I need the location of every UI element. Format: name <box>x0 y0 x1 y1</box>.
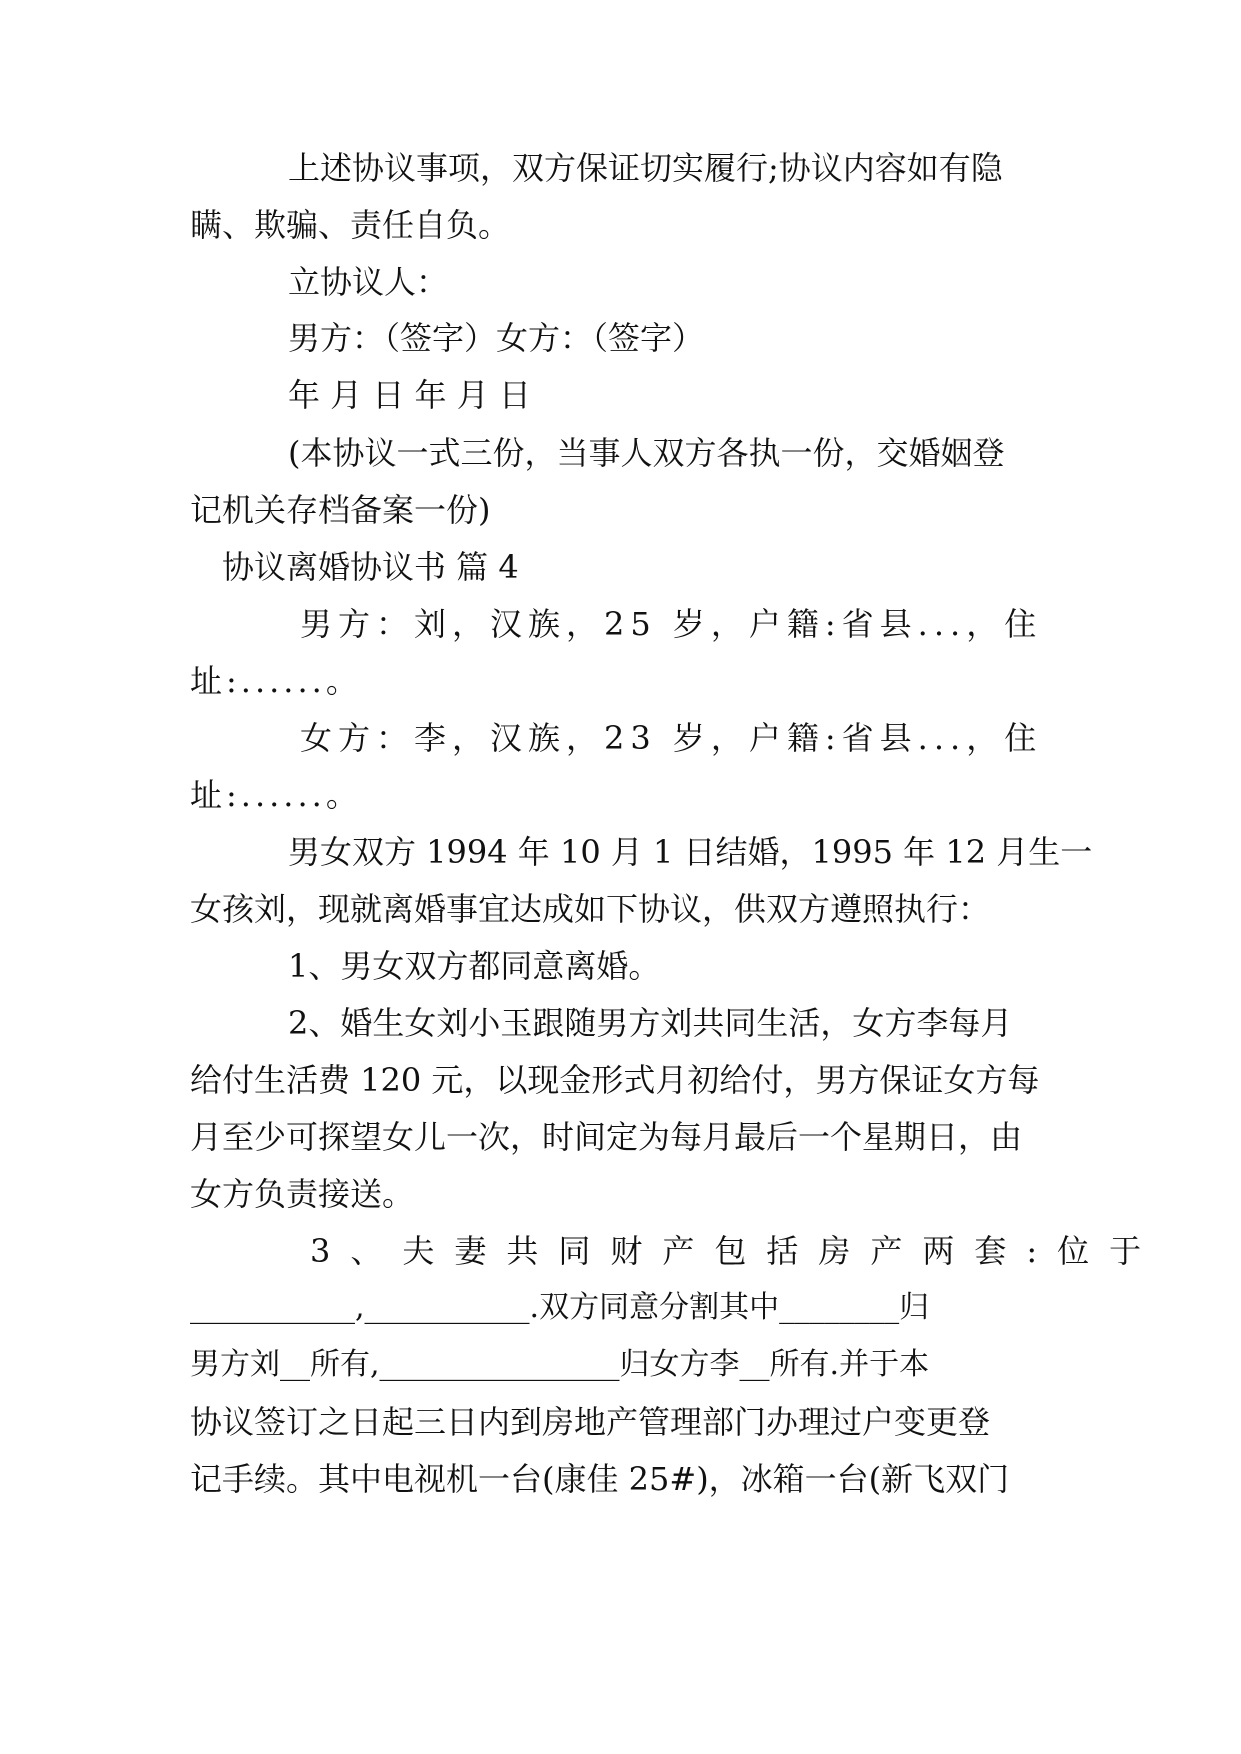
paragraph-line: 记手续。其中电视机一台(康佳 25#)，冰箱一台(新飞双门 <box>190 1460 1010 1498</box>
list-item: 3、夫妻共同财产包括房产两套:位于 <box>310 1232 1162 1270</box>
paragraph-line: 女孩刘，现就离婚事宜达成如下协议，供双方遵照执行： <box>190 890 991 928</box>
paragraph-line: 年 月 日 年 月 日 <box>288 376 531 414</box>
paragraph-line: 月至少可探望女儿一次，时间定为每月最后一个星期日，由 <box>190 1118 1023 1156</box>
paragraph-line: 立协议人： <box>288 263 449 301</box>
paragraph-line: 男女双方 1994 年 10 月 1 日结婚，1995 年 12 月生一 <box>288 833 1093 871</box>
paragraph-line: 女方：李，汉族，23 岁，户籍:省县...，住 <box>300 719 1043 757</box>
list-item: 2、婚生女刘小玉跟随男方刘共同生活，女方李每月 <box>288 1004 1013 1042</box>
section-heading: 协议离婚协议书 篇 4 <box>222 548 519 586</box>
paragraph-line: 男方：（签字）女方：（签字） <box>288 319 705 357</box>
paragraph-line: (本协议一式三份，当事人双方各执一份，交婚姻登 <box>288 434 1005 472</box>
paragraph-line: 男方：刘，汉族，25 岁，户籍:省县...，住 <box>300 605 1043 643</box>
paragraph-line: 男方刘__所有,________________归女方李__所有.并于本 <box>190 1347 930 1382</box>
paragraph-line: ___________,___________.双方同意分割其中________归 <box>190 1290 930 1325</box>
paragraph-line: 协议签订之日起三日内到房地产管理部门办理过户变更登 <box>190 1403 991 1441</box>
paragraph-line: 女方负责接送。 <box>190 1175 415 1213</box>
paragraph-line: 记机关存档备案一份) <box>190 491 491 529</box>
paragraph-line: 址:......。 <box>190 662 362 700</box>
paragraph-line: 给付生活费 120 元，以现金形式月初给付，男方保证女方每 <box>190 1061 1040 1099</box>
list-item: 1、男女双方都同意离婚。 <box>288 947 661 985</box>
paragraph-line: 上述协议事项，双方保证切实履行;协议内容如有隐 <box>288 149 1003 187</box>
paragraph-line: 址:......。 <box>190 776 362 814</box>
paragraph-line: 瞒、欺骗、责任自负。 <box>190 206 511 244</box>
